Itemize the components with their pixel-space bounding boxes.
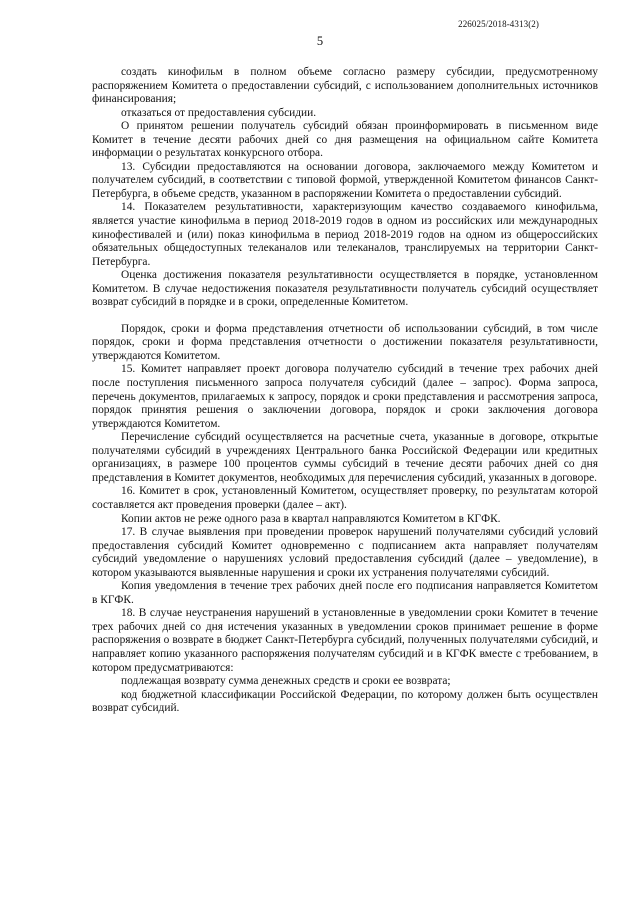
paragraph: 15. Комитет направляет проект договора получателю субсидий в течение трех рабочих дней после поступления письменного запроса получателя субсидий (далее – запрос). Форма запроса, перечень документов, прилагаемых к запросу, порядок и сроки представления и рассмотрения запроса, порядок принятия решения о заключении договора, порядок и сроки заключения договора утверждаются Комитетом. [92,363,598,430]
paragraph: 18. В случае неустранения нарушений в установленные в уведомлении сроки Комитет в течение трех рабочих дней со дня истечения указанных в уведомлении сроков принимает решение в форме распоряжения о возврате в бюджет Санкт-Петербурга субсидий, полученных получателями субсидий, и направляет копию указанного распоряжения получателям субсидий и в КГФК вместе с требованием, в котором предусматриваются: [92,607,598,674]
document-id: 226025/2018-4313(2) [458,19,539,29]
paragraph: Копии актов не реже одного раза в квартал направляются Комитетом в КГФК. [121,512,501,525]
paragraph: Перечисление субсидий осуществляется на расчетные счета, указанные в договоре, открытые получателями субсидий в учреждениях Центрального банка Российской Федерации или кредитных организациях, в размере 100 процентов суммы субсидий в течение десяти рабочих дней со дня представления в Комитет документов, необходимых для перечисления субсидий, указанных в договоре. [92,431,598,484]
paragraph: отказаться от предоставления субсидии. [121,106,317,119]
paragraph: 14. Показателем результативности, характеризующим качество создаваемого кинофильма, является участие кинофильма в период 2018-2019 годов в одном из российских или международных кинофестивалей и (или) показ кинофильма в период 2018-2019 годов на одном из общероссийских обязательных общедоступных телеканалов или телеканалов, транслируемых на территории Санкт-Петербурга. [92,201,598,268]
paragraph: подлежащая возврату сумма денежных средств и сроки ее возврата; [121,675,451,688]
page-number: 5 [316,34,324,48]
paragraph: создать кинофильм в полном объеме согласно размеру субсидии, предусмотренному распоряжением Комитета о предоставлении субсидий, с использованием дополнительных источников финансирования; [92,66,598,106]
paragraph: 17. В случае выявления при проведении проверок нарушений получателями субсидий условий предоставления субсидий Комитет одновременно с подписанием акта направляет получателям субсидий уведомление о нарушениях условий предоставления субсидий (далее – уведомление), в котором указываются выявленные нарушения и сроки их устранения получателями субсидий. [92,526,598,579]
paragraph: 13. Субсидии предоставляются на основании договора, заключаемого между Комитетом и получателем субсидий, в соответствии с типовой формой, утвержденной Комитетом финансов Санкт-Петербурга, в объеме средств, указанном в распоряжении Комитета о предоставлении субсидий. [92,160,598,200]
paragraph: код бюджетной классификации Российской Федерации, по которому должен быть осуществлен возврат субсидий. [92,688,598,715]
paragraph: Оценка достижения показателя результативности осуществляется в порядке, установленном Комитетом. В случае недостижения показателя результативности получатель субсидий осуществляет возврат субсидий в порядке и в сроки, определенные Комитетом. [92,269,598,309]
document-body [92,66,598,716]
paragraph: О принятом решении получатель субсидий обязан проинформировать в письменном виде Комитет в течение десяти рабочих дней со дня размещения на официальном сайте Комитета информации о результатах конкурсного отбора. [92,120,598,160]
paragraph: Копия уведомления в течение трех рабочих дней после его подписания направляется Комитетом в КГФК. [92,580,598,606]
paragraph: 16. Комитет в срок, установленный Комитетом, осуществляет проверку, по результатам которой составляется акт проведения проверки (далее – акт). [92,485,598,511]
paragraph: Порядок, сроки и форма представления отчетности об использовании субсидий, в том числе порядок, сроки и форма представления отчетности о достижении показателя результативности, утверждаются Комитетом. [92,322,598,362]
